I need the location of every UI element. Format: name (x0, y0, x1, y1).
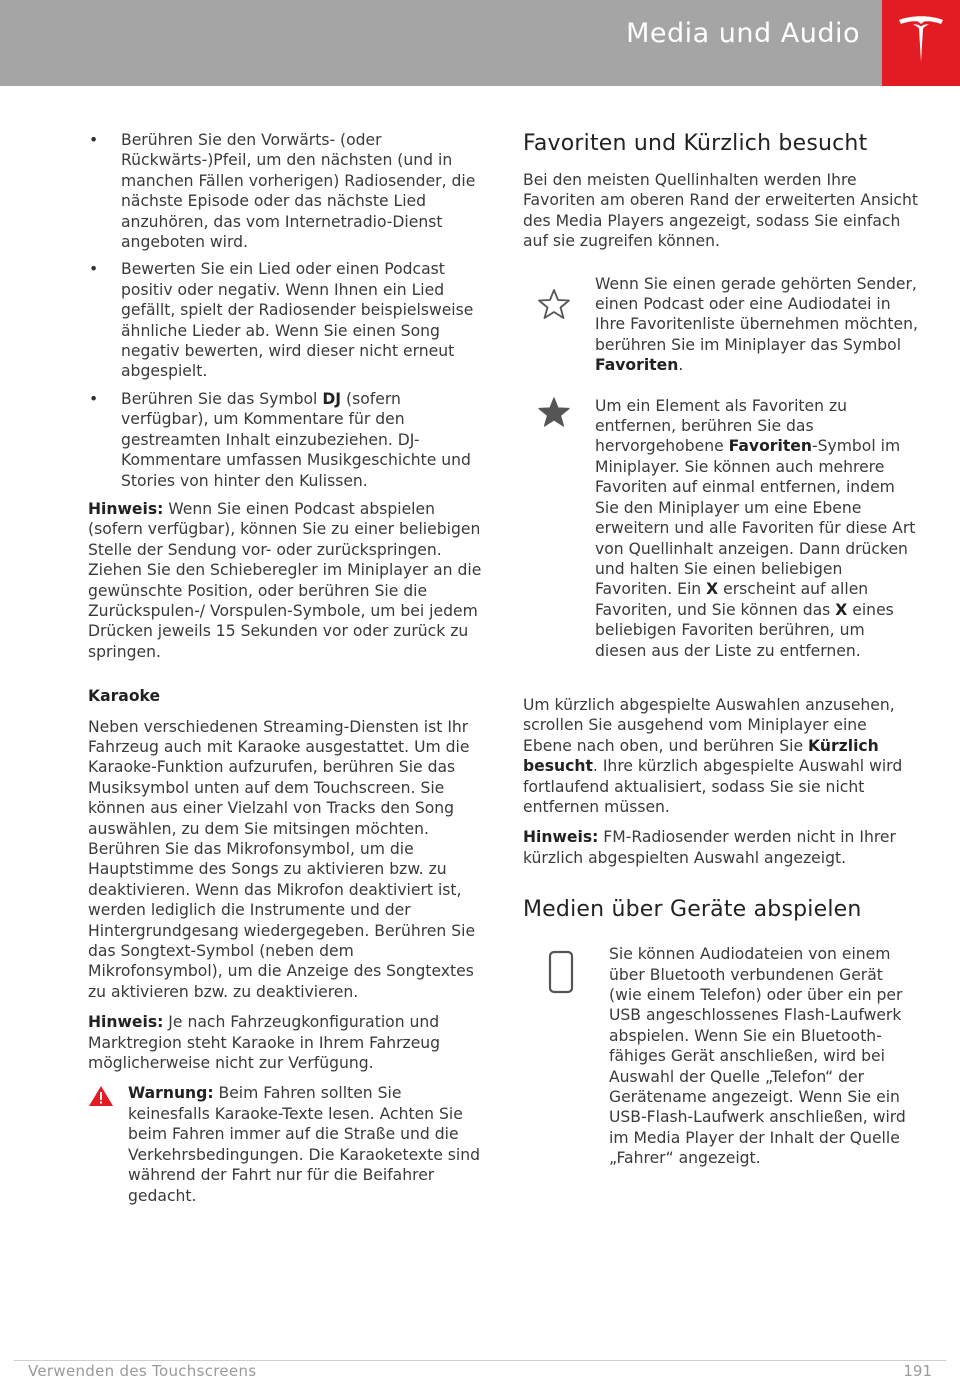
warning-box: Warnung: Beim Fahren sollten Sie keinesfalls Karaoke-Texte lesen. Achten Sie beim Fahren immer auf die Straße und die Verkehrsbedingungen. Die Karaoketexte sind während der Fahrt nur für die Beifahrer gedacht. (88, 1083, 483, 1205)
page-title: Media und Audio (626, 18, 860, 49)
karaoke-text: Neben verschiedenen Streaming-Diensten ist Ihr Fahrzeug auch mit Karaoke ausgestattet. Um die Karaoke-Funktion aufzurufen, berühren Sie das Musiksymbol unten auf dem Touchscreen. Sie können aus einer Vielzahl von Tracks den Song auswählen, zu dem Sie mitsingen möchten. Berühren Sie das Mikrofonsymbol, um die Hauptstimme des Songs zu aktivieren bzw. zu deaktivieren. Wenn das Mikrofon deaktiviert ist, werden lediglich die Instrumente und der Hintergrundgesang wiedergegeben. Berühren Sie das Songtext-Symbol (neben dem Mikrofonsymbol), um die Anzeige des Songtextes zu aktivieren bzw. zu deaktivieren. (88, 717, 476, 1001)
tesla-logo-icon (897, 14, 945, 66)
favorite-remove-row: Um ein Element als Favoriten zu entfernen, berühren Sie das hervorgehobene Favoriten-Symbol im Miniplayer. Sie können auch mehrere Favoriten auf einmal entfernen, indem Sie den Miniplayer um eine Ebene erweitern und alle Favoriten für diese Art von Quellinhalt anzeigen. Dann drücken und halten Sie einen beliebigen Favoriten. Ein X erscheint auf allen Favoriten, und Sie können das X eines beliebigen Favoriten berühren, um diesen aus der Liste zu entfernen. (523, 396, 918, 661)
favorites-symbol-label: Favoriten (595, 356, 679, 375)
list-item: • Berühren Sie das Symbol DJ (sofern verfügbar), um Kommentare für den gestreamten Inhalt einzubeziehen. DJ-Kommentare umfassen Musikgeschichte und Stories von hinter den Kulissen. (88, 389, 483, 491)
recent-label: Kürzlich besucht (523, 736, 879, 776)
list-item: • Berühren Sie den Vorwärts- (oder Rückwärts-)Pfeil, um den nächsten (und in manchen Fällen vorherigen) Radiosender, die nächste Episode oder das nächste Lied anzuhören, das vom Internetradio-Dienst angeboten wird. (88, 130, 483, 252)
warning-label: Warnung: (128, 1084, 214, 1103)
note-karaoke: Hinweis: Je nach Fahrzeugkonfiguration und Marktregion steht Karaoke in Ihrem Fahrzeug möglicherweise nicht zur Verfügung. (88, 1013, 441, 1073)
left-column (88, 130, 483, 1206)
brand-logo (882, 0, 960, 86)
note-podcast: Hinweis: Wenn Sie einen Podcast abspielen (sofern verfügbar), können Sie zu einer beliebigen Stelle der Sendung vor- oder zurückspringen. Ziehen Sie den Schieberegler im Miniplayer an die gewünschte Position, oder berühren Sie die Zurückspulen-/ Vorspulen-Symbole, um bei jedem Drücken jeweils 15 Sekunden vor oder zurück zu springen. (88, 499, 482, 661)
devices-row: Sie können Audiodateien von einem über Bluetooth verbundenen Gerät (wie einem Telefon) oder über ein per USB angeschlossenes Flash-Laufwerk abspielen. Wenn Sie ein Bluetooth-fähiges Gerät anschließen, wird bei Auswahl der Quelle „Telefon“ der Gerätename angezeigt. Wenn Sie ein USB-Flash-Laufwerk anschließen, wird im Media Player der Inhalt der Quelle „Fahrer“ angezeigt. (523, 944, 918, 1168)
warning-triangle-icon (88, 1085, 114, 1107)
phone-device-icon (547, 950, 577, 996)
list-item: • Bewerten Sie ein Lied oder einen Podcast positiv oder negativ. Wenn Ihnen ein Lied gefällt, spielt der Radiosender beispielsweise ähnliche Lieder ab. Wenn Sie einen Song negativ bewerten, wird dieser nicht erneut abgespielt. (88, 259, 483, 381)
favorites-heading: Favoriten und Kürzlich besucht (523, 131, 868, 156)
bullet-list (88, 130, 483, 491)
star-outline-icon (537, 288, 571, 320)
dj-symbol-label: DJ (322, 389, 342, 408)
karaoke-heading: Karaoke (88, 687, 161, 706)
note-label: Hinweis: (88, 499, 164, 518)
favorite-add-row: Wenn Sie einen gerade gehörten Sender, einen Podcast oder eine Audiodatei in Ihre Favoritenliste übernehmen möchten, berühren Sie im Miniplayer das Symbol Favoriten. (523, 274, 918, 376)
devices-heading: Medien über Geräte abspielen (523, 897, 862, 923)
note-label: Hinweis: (523, 828, 599, 847)
page-number: 191 (903, 1362, 932, 1380)
note-label: Hinweis: (88, 1013, 164, 1032)
page-header (0, 0, 960, 86)
favorites-intro: Bei den meisten Quellinhalten werden Ihre Favoriten am oberen Rand der erweiterten Ansicht des Media Players angezeigt, sodass Sie einfach auf sie zugreifen können. (523, 171, 918, 251)
recent-text: Um kürzlich abgespielte Auswahlen anzusehen, scrollen Sie ausgehend vom Miniplayer eine Ebene nach oben, und berühren Sie Kürzlich besucht. Ihre kürzlich abgespielte Auswahl wird fortlaufend aktualisiert, sodass Sie sie nicht entfernen müssen. (523, 695, 903, 816)
note-fm: Hinweis: FM-Radiosender werden nicht in Ihrer kürzlich abgespielten Auswahl angezeigt. (523, 828, 896, 867)
star-filled-icon (537, 396, 571, 428)
footer-section: Verwenden des Touchscreens (28, 1362, 257, 1380)
footer-divider (14, 1360, 946, 1361)
right-column (523, 130, 918, 1187)
